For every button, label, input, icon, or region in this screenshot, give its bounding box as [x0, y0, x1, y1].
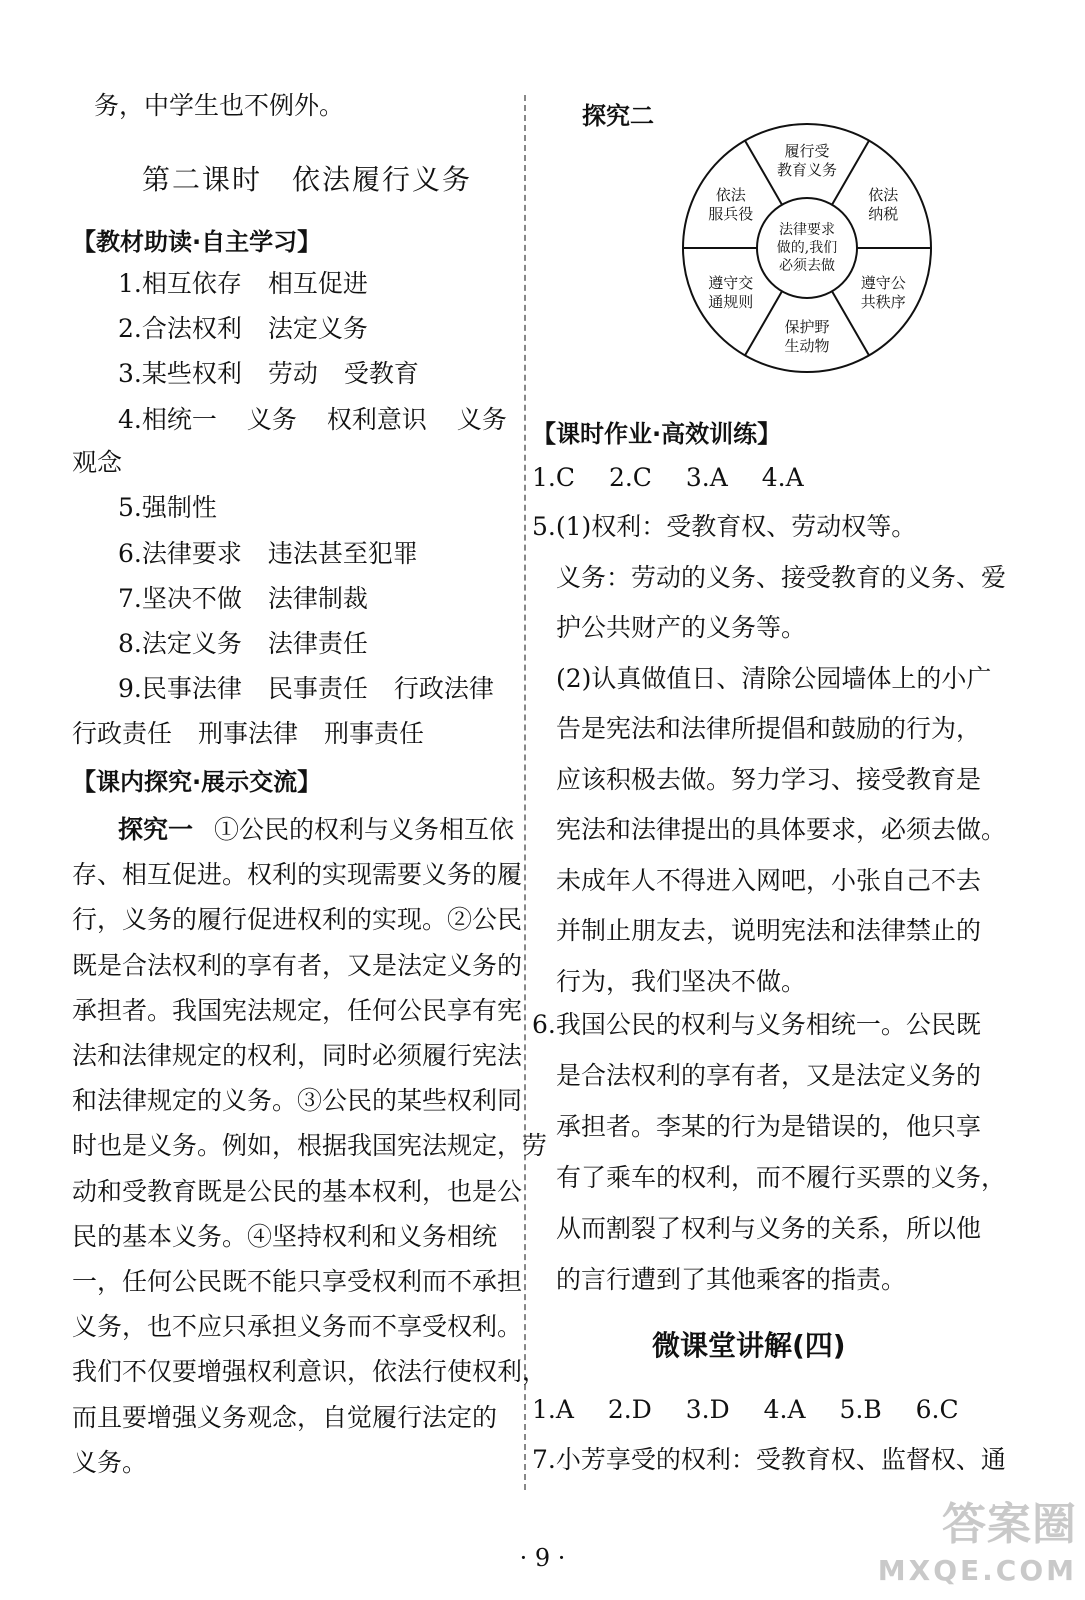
answer-term: 义务: [456, 405, 507, 434]
explore1-label: 探究一: [118, 815, 194, 844]
q5-line: 未成年人不得进入网吧，小张自己不去: [556, 865, 982, 895]
intro-line: 务，中学生也不例外。: [94, 91, 345, 120]
mc-answer: 5.B: [839, 1395, 882, 1424]
wheel-center-label: 做的,我们: [776, 240, 838, 256]
mc-answer: 6.C: [915, 1395, 959, 1424]
q5-line: (2)认真做值日、清除公园墙体上的小广: [556, 663, 992, 693]
column-divider: [524, 95, 526, 1490]
mc-answer: 3.D: [685, 1395, 730, 1424]
wheel-center-label: 必须去做: [779, 258, 835, 274]
explore1-line: 法和法律规定的权利，同时必须履行宪法: [72, 1041, 523, 1070]
wheel-segment-label: 依法: [715, 186, 746, 204]
section-heading-homework: 【课时作业·高效训练】: [532, 420, 782, 448]
q6-line: 的言行遭到了其他乘客的指责。: [556, 1265, 907, 1294]
answer-term: 7.坚决不做: [118, 584, 242, 613]
wheel-segment-label: 履行受: [784, 142, 830, 160]
answer-line: [118, 628, 368, 660]
answer-line: [118, 268, 368, 300]
q6-line: 是合法权利的享有者，又是法定义务的: [556, 1061, 982, 1090]
rights-duties-wheel-diagram: [677, 118, 937, 378]
page-number: · 9 ·: [519, 1544, 566, 1572]
q5-line: 5.(1)权利：受教育权、劳动权等。: [532, 512, 917, 541]
answer-term: 刑事法律: [198, 719, 299, 748]
q6-line: 从而割裂了权利与义务的关系，所以他: [556, 1214, 982, 1243]
watermark-logo: 答案圈 MXQE.COM: [877, 1499, 1077, 1587]
mc-answer: 4.A: [761, 463, 804, 492]
answer-term: 法律制裁: [267, 584, 368, 613]
answer-term: 4.相统一: [118, 405, 217, 434]
explore1-line: 存、相互促进。权利的实现需要义务的履: [72, 860, 523, 890]
answer-term: 8.法定义务: [118, 629, 242, 658]
wheel-segment-label: 保护野: [784, 318, 830, 336]
q5-line: 告是宪法和法律所提倡和鼓励的行为，: [556, 714, 982, 743]
answer-term: 行政法律: [393, 674, 494, 703]
answer-term: 相互促进: [267, 269, 368, 298]
wheel-segment-label: 遵守公: [860, 274, 906, 292]
section-heading-explore: 【课内探究·展示交流】: [72, 768, 322, 796]
answer-line: [118, 492, 217, 524]
wheel-segment-label: 纳税: [868, 205, 899, 223]
answer-term: 劳动: [267, 359, 318, 388]
answer-term: 行政责任: [72, 719, 173, 748]
explore1-line: 义务。: [72, 1447, 148, 1477]
explore2-label: 探究二: [582, 102, 654, 130]
explore1-line: 一，任何公民既不能只享受权利而不承担: [72, 1267, 523, 1296]
answer-term: 法律责任: [267, 629, 368, 658]
q7-line: 7.小芳享受的权利：受教育权、监督权、通: [532, 1445, 1006, 1474]
wheel-spoke: [832, 141, 869, 205]
q5-line: 应该积极去做。努力学习、接受教育是: [556, 764, 982, 794]
answer-term: 受教育: [343, 359, 419, 388]
wheel-segment-label: 遵守交: [708, 274, 754, 292]
answer-line: [72, 447, 122, 479]
q5-line: 宪法和法律提出的具体要求，必须去做。: [556, 815, 1007, 844]
explore1-line: 既是合法权利的享有者，又是法定义务的: [72, 950, 523, 980]
section-heading-textbook: 【教材助读·自主学习】: [72, 228, 322, 256]
mc-answer: 1.A: [532, 1395, 574, 1424]
mc-answer: 4.A: [763, 1395, 806, 1424]
q6-line: 6.我国公民的权利与义务相统一。公民既: [532, 1010, 981, 1039]
q5-line: 行为，我们坚决不做。: [556, 966, 807, 996]
wheel-segment-label: 教育义务: [776, 161, 838, 179]
lesson-title: 第二课时 依法履行义务: [142, 163, 473, 196]
explore1-line: 动和受教育既是公民的基本权利，也是公: [72, 1176, 523, 1206]
answer-term: 5.强制性: [118, 493, 217, 522]
answer-line: [118, 538, 418, 570]
explore1-line: 承担者。我国宪法规定，任何公民享有宪: [72, 995, 523, 1025]
answer-term: 观念: [72, 448, 123, 477]
answer-line: [118, 404, 507, 436]
explore1-line: 而且要增强义务观念，自觉履行法定的: [72, 1402, 498, 1432]
answer-line: [118, 358, 419, 390]
answer-term: 2.合法权利: [118, 314, 242, 343]
mc-answers-1: [532, 462, 804, 494]
q5-line: 护公共财产的义务等。: [556, 613, 807, 642]
wheel-segment-label: 服兵役: [708, 205, 754, 223]
explore1-line: 时也是义务。例如，根据我国宪法规定，劳: [72, 1131, 548, 1161]
micro-lecture-title: 微课堂讲解(四): [652, 1329, 846, 1362]
answer-term: 刑事责任: [324, 719, 425, 748]
answer-line: [118, 583, 368, 615]
answer-term: 民事责任: [267, 674, 368, 703]
mc-answers-2: [532, 1394, 959, 1426]
answer-term: 义务: [246, 405, 297, 434]
answer-line: [118, 313, 368, 345]
answer-term: 6.法律要求: [118, 539, 242, 568]
answer-line: [118, 673, 494, 705]
wheel-segment-label: 依法: [868, 186, 899, 204]
explore1-line: ①公民的权利与义务相互依: [214, 815, 515, 844]
answer-term: 权利意识: [326, 405, 427, 434]
answer-term: 9.民事法律: [118, 674, 242, 703]
mc-answer: 2.D: [607, 1395, 652, 1424]
answer-line: [72, 718, 424, 750]
explore1-line: 我们不仅要增强权利意识，依法行使权利，: [72, 1357, 548, 1387]
answer-term: 1.相互依存: [118, 269, 242, 298]
answer-term: 法定义务: [267, 314, 368, 343]
q6-line: 承担者。李某的行为是错误的，他只享: [556, 1112, 982, 1141]
explore1-line: 义务，也不应只承担义务而不享受权利。: [72, 1312, 523, 1342]
explore1-line: 民的基本义务。④坚持权利和义务相统: [72, 1221, 498, 1251]
explore1-line: 和法律规定的义务。③公民的某些权利同: [72, 1086, 523, 1116]
q6-line: 有了乘车的权利，而不履行买票的义务，: [556, 1163, 1007, 1192]
mc-answer: 3.A: [685, 463, 728, 492]
wheel-center-label: 法律要求: [779, 222, 835, 238]
answer-term: 违法甚至犯罪: [267, 539, 418, 568]
q5-line: 并制止朋友去，说明宪法和法律禁止的: [556, 916, 982, 945]
answer-term: 3.某些权利: [118, 359, 242, 388]
q5-line: 义务：劳动的义务、接受教育的义务、爱: [556, 562, 1007, 592]
mc-answer: 2.C: [608, 463, 652, 492]
wheel-segment-label: 通规则: [708, 293, 754, 311]
wheel-segment-label: 生动物: [784, 337, 830, 355]
explore1-line: 行，义务的履行促进权利的实现。②公民: [72, 905, 523, 935]
wheel-segment-label: 共秩序: [860, 293, 906, 311]
mc-answer: 1.C: [532, 463, 575, 492]
